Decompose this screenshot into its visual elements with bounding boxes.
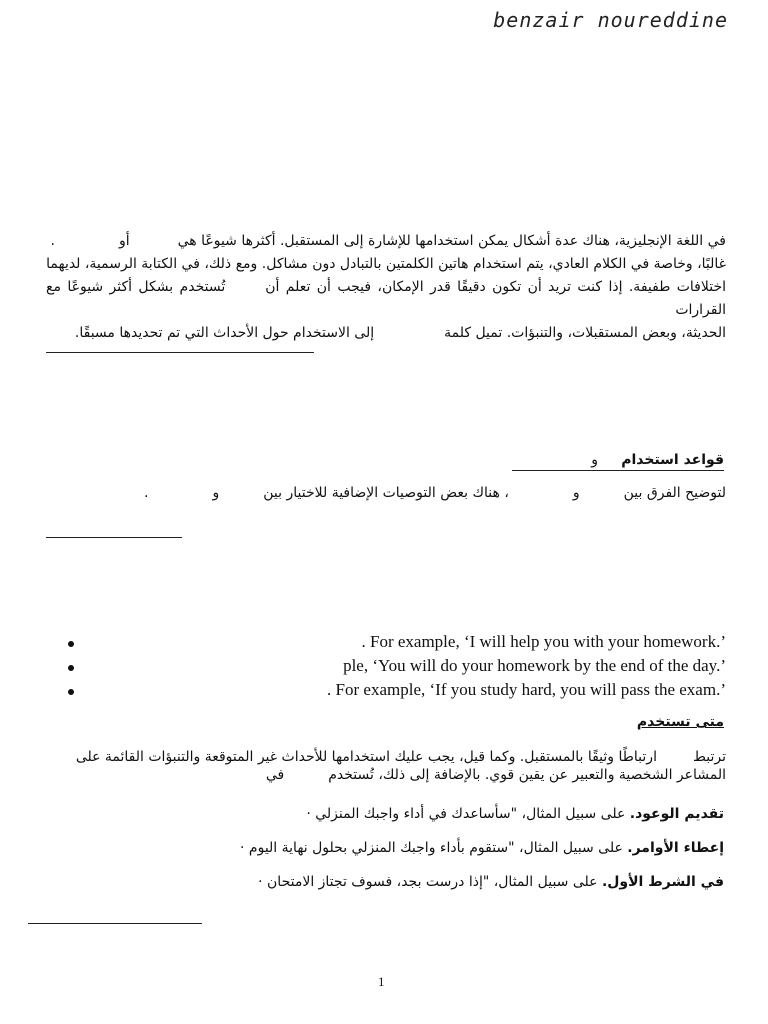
intro-line-3: اختلافات طفيفة. إذا كنت تريد أن تكون دقيقًا قدر الإمكان، فيجب أن تعلم أنتُستخدم بشكل أكثر شيوعًا مع القرارات	[46, 279, 726, 318]
usage-paragraph	[60, 748, 726, 784]
example-promises: تقديم الوعود. على سبيل المثال، "سأساعدك في أداء واجبك المنزلي ·	[306, 806, 724, 822]
bullet-icon	[68, 641, 74, 647]
intro-line-4: الحديثة، وبعض المستقبلات، والتنبؤات. تميل كلمةإلى الاستخدام حول الأحداث التي تم تحديدها مسبقًا.	[74, 325, 726, 341]
intro-line-1: في اللغة الإنجليزية، هناك عدة أشكال يمكن استخدامها للإشارة إلى المستقبل. أكثرها شيوعًا هيأو.	[50, 233, 726, 249]
list-item: . For example, ‘If you study hard, you will pass the exam.’	[60, 680, 726, 704]
bullet-icon	[68, 665, 74, 671]
page-number: 1	[378, 974, 385, 989]
usage-line-2: المشاعر الشخصية والتعبير عن يقين قوي. بالإضافة إلى ذلك، تُستخدمفي	[265, 767, 726, 783]
example-commands: إعطاء الأوامر. على سبيل المثال، "ستقوم بأداء واجبك المنزلي بحلول نهاية اليوم ·	[240, 840, 724, 856]
examples-bullet-list	[60, 632, 726, 704]
clarify-paragraph: لتوضيح الفرق بينو، هناك بعض التوصيات الإضافية للاختيار بينو.	[144, 485, 726, 501]
bullet-icon	[68, 689, 74, 695]
rules-heading-title: قواعد استخدام	[621, 452, 724, 468]
list-item: ple, ‘You will do your homework by the end of the day.’	[60, 656, 726, 680]
rules-heading-and: و	[591, 452, 598, 468]
divider-rule	[46, 537, 182, 538]
author-signature: benzair noureddine	[493, 8, 728, 32]
footnote-rule	[28, 923, 202, 924]
intro-line-2: غالبًا، وخاصة في الكلام العادي، يتم استخدام هاتين الكلمتين بالتبادل دون مشاكل. ومع ذلك، في الكتابة الرسمية، لديهما	[46, 256, 726, 272]
usage-line-1: ترتبطارتباطًا وثيقًا بالمستقبل. وكما قيل، يجب عليك استخدامها للأحداث غير المتوقعة والتنبؤات القائمة على	[75, 749, 726, 765]
intro-paragraph	[46, 230, 726, 345]
when-to-use-heading: متى تستخدم	[636, 714, 724, 730]
rules-heading	[512, 452, 724, 471]
list-item: . For example, ‘I will help you with your homework.’	[60, 632, 726, 656]
divider-rule	[46, 352, 314, 353]
example-first-conditional: في الشرط الأول. على سبيل المثال، "إذا درست بجد، فسوف تجتاز الامتحان ·	[258, 874, 724, 890]
